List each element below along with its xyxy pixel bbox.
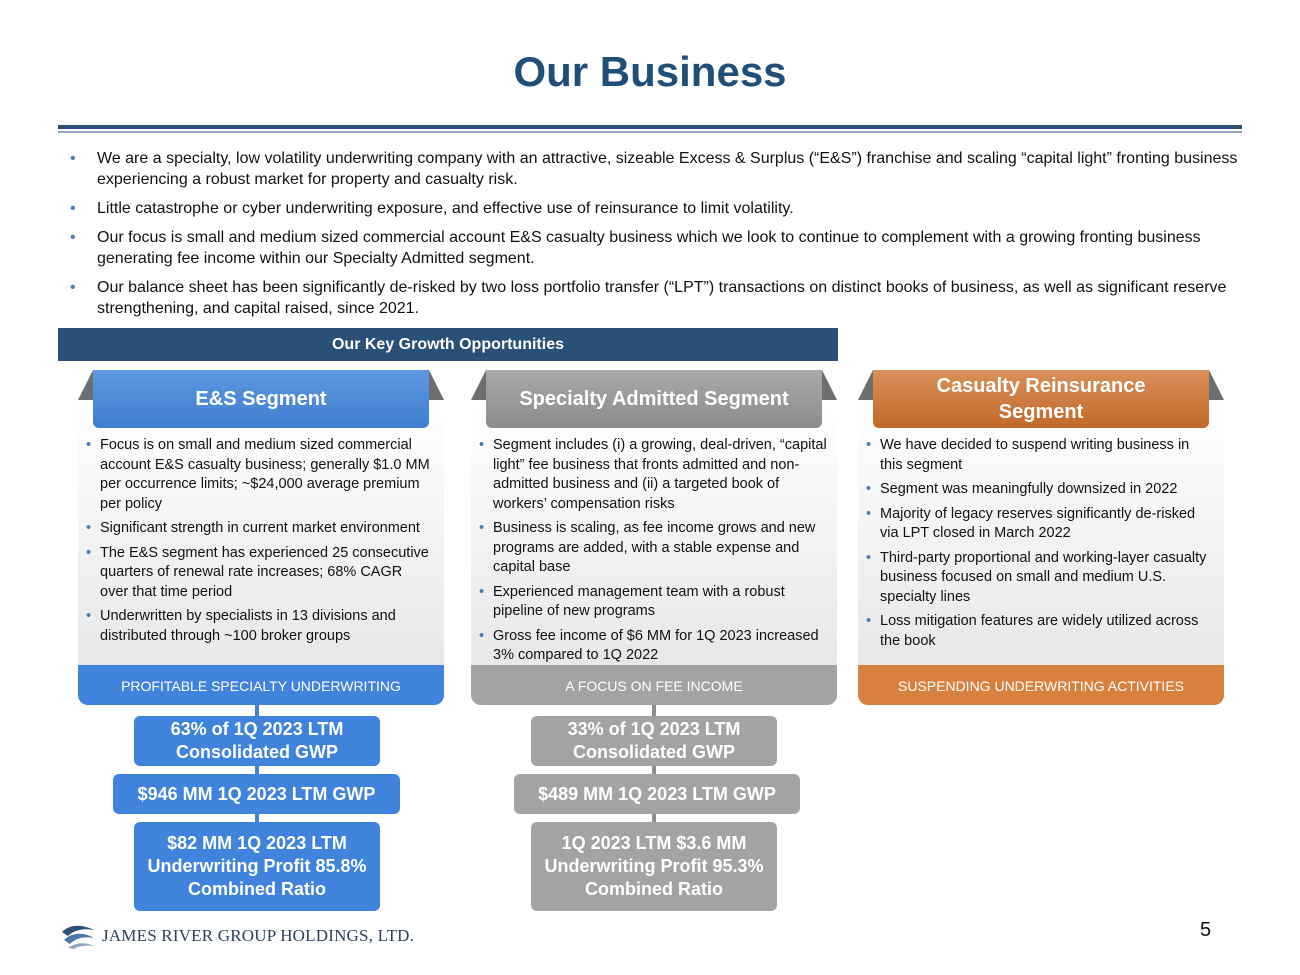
bullet-icon: •	[70, 229, 76, 246]
list-item-text: Experienced management team with a robust pipeline of new programs	[493, 583, 785, 619]
bullet-icon: •	[866, 613, 872, 629]
sa-underwriting-profit-stat	[531, 822, 777, 911]
bullet-icon: •	[70, 200, 76, 217]
stat-text: 1Q 2023 LTM $3.6 MM Underwriting Profit 95.3% Combined Ratio	[544, 833, 764, 899]
sa-gwp-stat: $489 MM 1Q 2023 LTM GWP	[514, 774, 800, 814]
list-item-text: Majority of legacy reserves significantly de-risked via LPT closed in March 2022	[880, 505, 1196, 541]
summary-bullet-text: Our balance sheet has been significantly de-risked by two loss portfolio transfer (“LPT”) transactions on distinct books of business, as well as significant reserve strengthening, and capital raised, since 2021.	[97, 279, 1227, 317]
summary-bullet	[70, 227, 1240, 269]
bullet-icon: •	[479, 627, 485, 644]
bullet-icon: •	[866, 481, 872, 497]
stat-text: 63% of 1Q 2023 LTM Consolidated GWP	[170, 719, 344, 762]
bullet-icon: •	[86, 608, 92, 624]
specialty-admitted-title: Specialty Admitted Segment	[486, 370, 822, 428]
list-item-text: Third-party proportional and working-layer casualty business focused on small and medium U.S. specialty lines	[880, 549, 1207, 605]
card-tab-left	[471, 370, 486, 400]
casualty-reinsurance-card	[858, 370, 1224, 705]
growth-opportunities-header: Our Key Growth Opportunities	[58, 328, 838, 361]
bullet-icon: •	[86, 437, 92, 453]
list-item	[86, 436, 434, 514]
specialty-admitted-list	[479, 436, 827, 671]
es-gwp-stat: $946 MM 1Q 2023 LTM GWP	[113, 774, 400, 814]
specialty-admitted-card	[471, 370, 837, 705]
bullet-icon: •	[866, 505, 872, 522]
bullet-icon: •	[479, 583, 485, 600]
page-title: Our Business	[513, 48, 787, 95]
list-item	[86, 544, 434, 603]
es-gwp-share-stat	[134, 716, 380, 766]
list-item	[86, 607, 434, 646]
list-item-text: Segment was meaningfully downsized in 2022	[880, 481, 1178, 497]
card-tab-left	[78, 370, 93, 400]
list-item-text: Gross fee income of $6 MM for 1Q 2023 increased 3% compared to 1Q 2022	[493, 627, 819, 663]
list-item-text: Significant strength in current market environment	[100, 520, 420, 536]
list-item-text: Loss mitigation features are widely utilized across the book	[880, 613, 1199, 649]
list-item	[86, 519, 434, 539]
river-logo-icon	[60, 922, 96, 950]
logo-text: JAMES RIVER GROUP HOLDINGS, LTD.	[102, 926, 415, 945]
summary-bullet	[70, 277, 1240, 319]
casualty-reinsurance-title	[873, 370, 1209, 428]
list-item	[866, 505, 1214, 544]
list-item-text: Segment includes (i) a growing, deal-driven, “capital light” fee business that fronts admitted and non-admitted business and (ii) a targeted book of workers’ compensation risks	[493, 437, 827, 512]
specialty-admitted-footer: A FOCUS ON FEE INCOME	[471, 665, 837, 705]
list-item	[866, 612, 1214, 651]
sa-gwp-share-stat	[531, 716, 777, 766]
list-item	[479, 519, 827, 578]
card-tab-right	[429, 370, 444, 400]
list-item-text: Focus is on small and medium sized commercial account E&S casualty business; generally $1.0 MM per occurrence limits; ~$24,000 average premium per policy	[100, 437, 430, 512]
list-item	[479, 436, 827, 514]
casualty-reinsurance-footer: SUSPENDING UNDERWRITING ACTIVITIES	[858, 665, 1224, 705]
page-number: 5	[1200, 919, 1212, 941]
list-item	[479, 627, 827, 666]
bullet-icon: •	[86, 544, 92, 561]
stat-text: $82 MM 1Q 2023 LTM Underwriting Profit 85.8% Combined Ratio	[147, 833, 367, 899]
es-segment-list	[86, 436, 434, 651]
summary-bullet	[70, 148, 1240, 190]
bullet-icon: •	[70, 150, 76, 167]
es-segment-footer: PROFITABLE SPECIALTY UNDERWRITING	[78, 665, 444, 705]
card-tab-left	[858, 370, 873, 400]
es-segment-title: E&S Segment	[93, 370, 429, 428]
bullet-icon: •	[479, 437, 485, 453]
list-item-text: Underwritten by specialists in 13 divisions and distributed through ~100 broker groups	[100, 608, 396, 644]
card-tab-right	[822, 370, 837, 400]
list-item	[866, 436, 1214, 475]
card-tab-right	[1209, 370, 1224, 400]
es-segment-card	[78, 370, 444, 705]
bullet-icon: •	[86, 520, 92, 536]
list-item	[866, 549, 1214, 608]
company-logo	[60, 922, 414, 950]
list-item-text: We have decided to suspend writing business in this segment	[880, 437, 1190, 473]
title-rule	[58, 125, 1242, 129]
summary-bullet	[70, 198, 1240, 219]
casualty-reinsurance-title-text: Casualty Reinsurance Segment	[936, 375, 1146, 423]
bullet-icon: •	[866, 437, 872, 453]
casualty-reinsurance-list	[866, 436, 1214, 656]
list-item-text: Business is scaling, as fee income grows and new programs are added, with a stable expense and capital base	[493, 520, 816, 575]
bullet-icon: •	[70, 279, 76, 296]
bullet-icon: •	[479, 520, 485, 536]
list-item	[866, 480, 1214, 500]
stat-text: 33% of 1Q 2023 LTM Consolidated GWP	[567, 719, 741, 762]
list-item	[479, 583, 827, 622]
summary-bullet-text: Our focus is small and medium sized commercial account E&S casualty business which we look to continue to complement with a growing fronting business generating fee income within our Specialty Admitted segment.	[97, 229, 1201, 267]
list-item-text: The E&S segment has experienced 25 consecutive quarters of renewal rate increases; 68% CAGR over that time period	[100, 544, 429, 600]
summary-bullet-text: We are a specialty, low volatility underwriting company with an attractive, sizeable Excess & Surplus (“E&S”) franchise and scaling “capital light” fronting business experiencing a robust market for property and casualty risk.	[97, 150, 1238, 188]
summary-bullet-text: Little catastrophe or cyber underwriting exposure, and effective use of reinsurance to limit volatility.	[97, 200, 794, 217]
summary-bullets	[70, 148, 1240, 327]
es-underwriting-profit-stat	[134, 822, 380, 911]
title-rule-thin	[58, 131, 1242, 133]
bullet-icon: •	[866, 549, 872, 566]
